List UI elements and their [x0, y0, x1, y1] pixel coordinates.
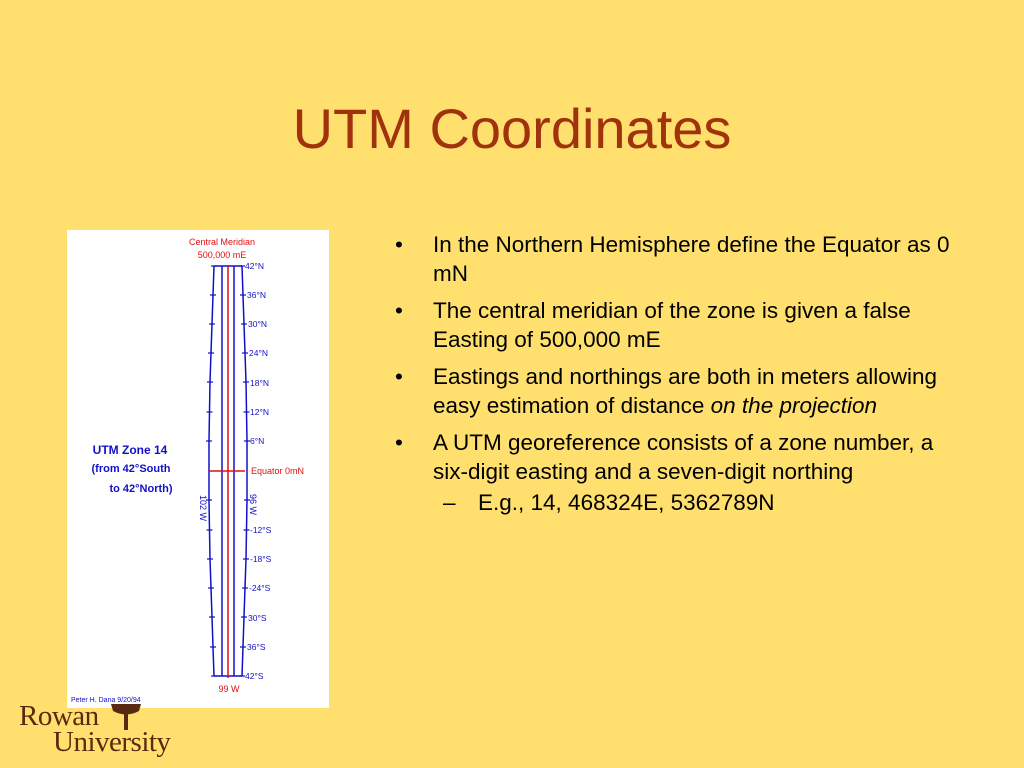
latitude-label: 42°S	[245, 671, 264, 681]
latitude-label: 42°N	[245, 261, 264, 271]
latitude-label: -18°S	[250, 554, 272, 564]
equator-label: Equator 0mN	[251, 466, 305, 476]
bullet-item: • The central meridian of the zone is given a false Easting of 500,000 mE	[395, 298, 911, 352]
latitude-label: -24°S	[249, 583, 271, 593]
latitude-label: 30°N	[248, 319, 267, 329]
bullet-item: • Eastings and northings are both in meters allowing easy estimation of distance on the projection	[395, 364, 938, 418]
latitude-label: 30°S	[248, 613, 267, 623]
right-longitude-label: 96 W	[248, 494, 258, 516]
bottom-longitude-label: 99 W	[218, 684, 240, 694]
false-easting-label: 500,000 mE	[197, 250, 247, 260]
sub-bullet-text: E.g., 14, 468324E, 5362789N	[478, 490, 775, 515]
utm-zone-figure	[67, 230, 329, 708]
bullet-text: Eastings and northings are both in meters allowing easy estimation of distance	[433, 364, 938, 418]
figure-credit: Peter H. Dana 9/20/94	[71, 697, 141, 704]
bullet-item: • A UTM georeference consists of a zone number, a six-digit easting and a seven-digit northing – E.g., 14, 468324E, 5362789N	[392, 428, 952, 517]
bullet-text: A UTM georeference consists of a zone number, a six-digit easting and a seven-digit northing	[433, 430, 934, 484]
latitude-label: -12°S	[250, 525, 272, 535]
rowan-university-logo	[17, 700, 187, 760]
latitude-label: 18°N	[250, 378, 269, 388]
bullet-italic-text: on the projection	[710, 393, 878, 418]
bullet-text: The central meridian of the zone is given a false Easting of 500,000 mE	[433, 298, 911, 352]
logo-line1: Rowan	[19, 700, 99, 732]
logo-line2: University	[53, 726, 171, 758]
latitude-label: 24°N	[249, 348, 268, 358]
central-meridian-label: Central Meridian	[188, 237, 256, 247]
latitude-label: 6°N	[250, 436, 265, 446]
left-longitude-label: 102 W	[198, 495, 208, 522]
zone-label-to: to 42°North)	[109, 483, 173, 495]
bullet-text: In the Northern Hemisphere define the Equator as 0 mN	[433, 232, 950, 286]
latitude-label: 36°N	[247, 290, 266, 300]
utm-zone-diagram	[67, 230, 329, 708]
zone-label-title: UTM Zone 14	[92, 443, 168, 457]
latitude-label: 12°N	[250, 407, 269, 417]
slide-title: UTM Coordinates	[292, 97, 732, 160]
zone-label-from: (from 42°South	[91, 463, 171, 475]
sub-bullet-item: – E.g., 14, 468324E, 5362789N	[443, 490, 775, 515]
bullet-item: • In the Northern Hemisphere define the Equator as 0 mN	[395, 232, 950, 286]
latitude-label: 36°S	[247, 642, 266, 652]
bullet-list	[392, 230, 952, 525]
